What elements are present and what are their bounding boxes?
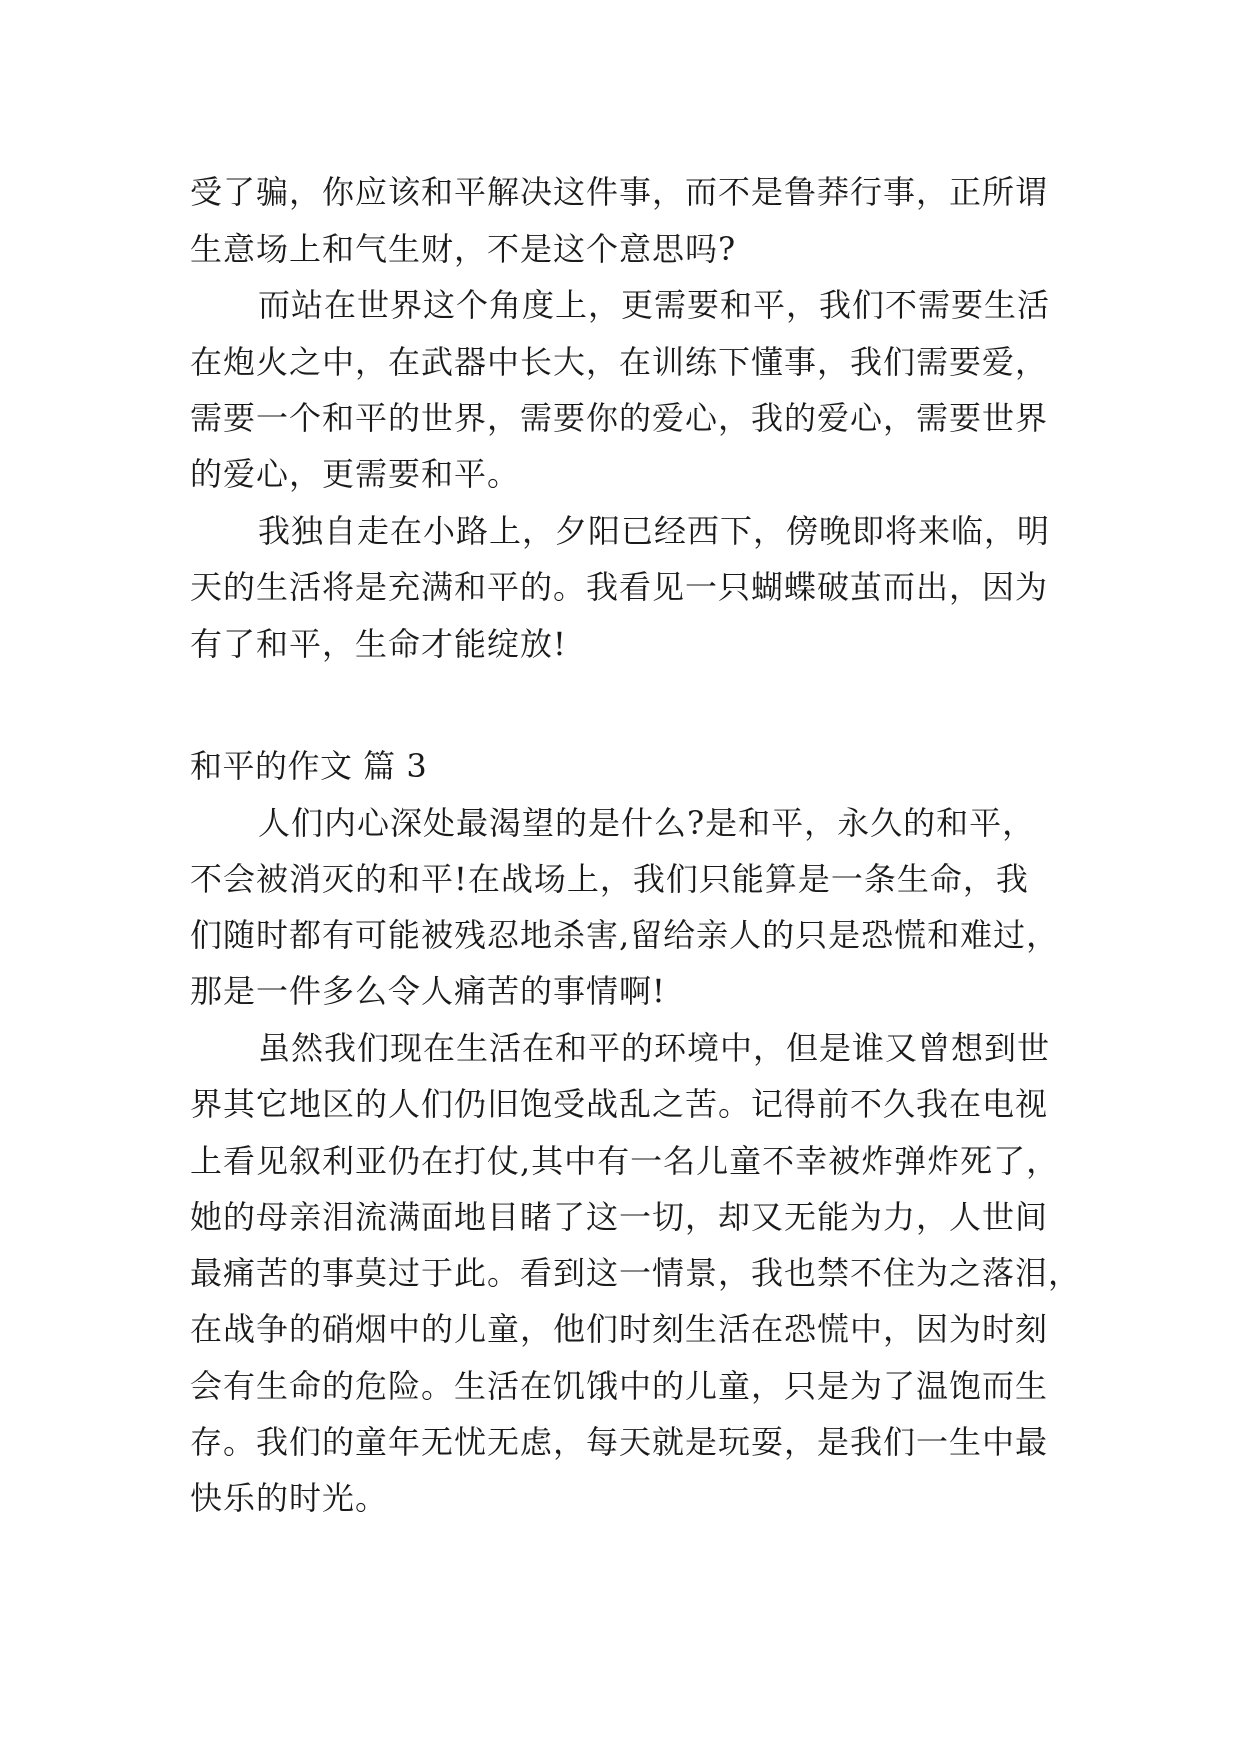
section-heading: 和平的作文 篇 3 [190, 747, 428, 785]
paragraph-first-line: 而站在世界这个角度上，更需要和平，我们不需要生活 [258, 286, 1051, 324]
text-line: 她的母亲泪流满面地目睹了这一切，却又无能为力，人世间 [190, 1198, 1049, 1236]
text-line: 不会被消灭的和平!在战场上，我们只能算是一条生命，我 [190, 860, 1029, 898]
text-line: 在战争的硝烟中的儿童，他们时刻生活在恐慌中，因为时刻 [190, 1310, 1049, 1348]
text-line: 生意场上和气生财，不是这个意思吗? [190, 230, 737, 268]
text-line: 的爱心，更需要和平。 [190, 455, 521, 493]
text-line: 天的生活将是充满和平的。我看见一只蝴蝶破茧而出，因为 [190, 568, 1049, 606]
text-line: 受了骗，你应该和平解决这件事，而不是鲁莽行事，正所谓 [190, 173, 1049, 211]
text-line: 在炮火之中，在武器中长大，在训练下懂事，我们需要爱， [190, 343, 1049, 381]
text-line: 那是一件多么令人痛苦的事情啊! [190, 972, 666, 1010]
paragraph-first-line: 虽然我们现在生活在和平的环境中，但是谁又曾想到世 [258, 1029, 1051, 1067]
text-line: 们随时都有可能被残忍地杀害,留给亲人的只是恐慌和难过， [190, 916, 1060, 954]
text-line: 最痛苦的事莫过于此。看到这一情景，我也禁不住为之落泪， [190, 1254, 1082, 1292]
text-line: 界其它地区的人们仍旧饱受战乱之苦。记得前不久我在电视 [190, 1085, 1049, 1123]
text-line: 会有生命的危险。生活在饥饿中的儿童，只是为了温饱而生 [190, 1367, 1049, 1405]
text-line: 存。我们的童年无忧无虑，每天就是玩耍，是我们一生中最 [190, 1423, 1049, 1461]
text-line: 快乐的时光。 [190, 1479, 389, 1517]
paragraph-first-line: 我独自走在小路上，夕阳已经西下，傍晚即将来临，明 [258, 512, 1051, 550]
paragraph-first-line: 人们内心深处最渴望的是什么?是和平，永久的和平， [258, 804, 1036, 842]
text-line: 需要一个和平的世界，需要你的爱心，我的爱心，需要世界 [190, 399, 1049, 437]
text-line: 有了和平，生命才能绽放! [190, 625, 567, 663]
text-line: 上看见叙利亚仍在打仗,其中有一名儿童不幸被炸弹炸死了， [190, 1142, 1060, 1180]
